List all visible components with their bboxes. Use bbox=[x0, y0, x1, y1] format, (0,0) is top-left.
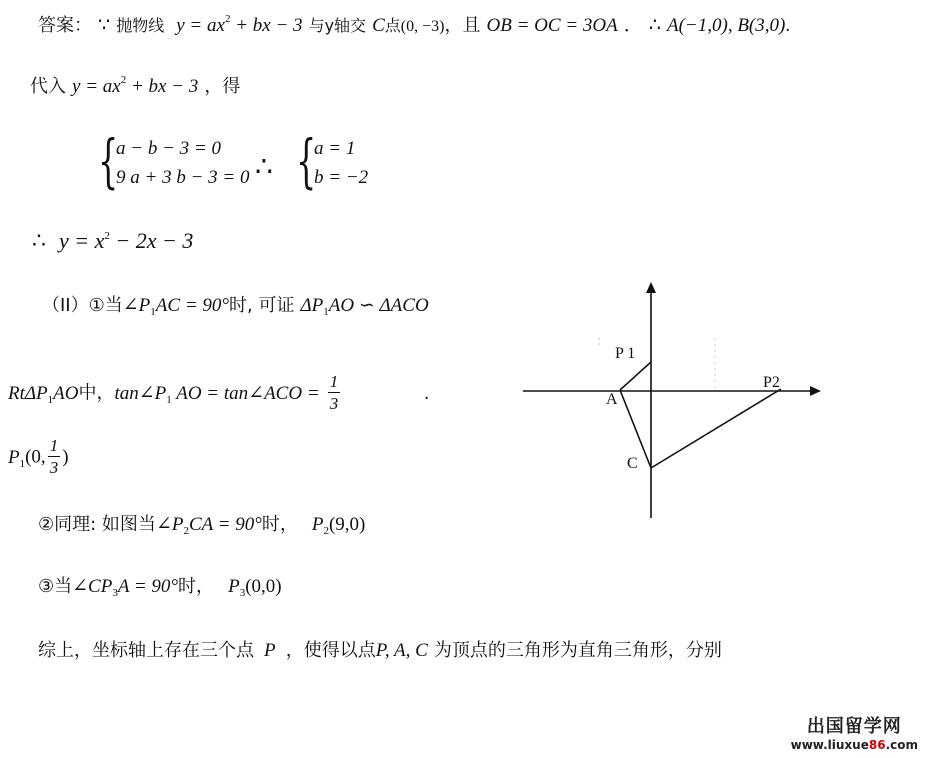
rt-triangle: RtΔP$_1$AO bbox=[8, 382, 79, 406]
case3-label: ③当 bbox=[38, 576, 73, 597]
label-c: C bbox=[627, 455, 638, 472]
result-therefore: ∴ bbox=[32, 228, 46, 253]
tan-expression: $\tan\angle P_1$ AO = tan∠ACO = bbox=[114, 382, 320, 406]
case3-coords: (0,0) bbox=[245, 576, 282, 597]
conclusion-line bbox=[38, 636, 722, 662]
case2-label: ②同理: 如图当 bbox=[38, 514, 156, 535]
label-a: A bbox=[606, 391, 618, 408]
result-equation: $y = x^2 - 2x - 3$ bbox=[59, 228, 194, 253]
therefore-symbol: ∴ bbox=[648, 15, 661, 36]
system-therefore: ∴ bbox=[255, 152, 273, 183]
p1-fraction: $\frac{1}{3}$ bbox=[49, 436, 59, 477]
substitute-prefix: 代入 bbox=[30, 76, 66, 97]
substitute-equation: $y = ax^2$ + bx − 3 bbox=[72, 74, 199, 97]
parabola-equation: $y = ax^2$ + bx − 3 bbox=[176, 13, 303, 36]
system-row-1: a − b − 3 = 0 bbox=[116, 138, 221, 159]
sep-dot: ． bbox=[623, 15, 643, 36]
segment-a-p1 bbox=[620, 362, 651, 390]
rt-mid: 中， bbox=[78, 382, 115, 404]
watermark-name: 出国留学网 bbox=[806, 716, 902, 737]
similar-triangles: $\Delta P_1AO$ ∽ ΔACO bbox=[300, 295, 429, 318]
coordinate-figure bbox=[505, 278, 835, 528]
point-c-label: C bbox=[372, 15, 385, 36]
label-p1: P 1 bbox=[615, 345, 636, 362]
c-coordinates: (0, −3) bbox=[400, 18, 445, 35]
system-row-2: 9 a + 3 b − 3 = 0 bbox=[116, 167, 250, 188]
conclusion-pac: P, A, C bbox=[375, 640, 428, 661]
case2-point: $P_2$ bbox=[311, 514, 329, 537]
point-word: 点 bbox=[384, 16, 401, 35]
answer-label: 答案： bbox=[38, 15, 92, 36]
case3-point: $P_3$ bbox=[228, 576, 246, 599]
site-watermark bbox=[791, 712, 918, 752]
case2-angle: $\angle P_2CA = 90^\circ$ bbox=[155, 514, 262, 537]
end-dot: . bbox=[785, 15, 791, 36]
figure-svg bbox=[505, 278, 835, 528]
answer-line bbox=[38, 10, 790, 37]
part2-line bbox=[42, 291, 429, 318]
case2-line bbox=[38, 510, 365, 537]
left-brace: { bbox=[98, 127, 119, 195]
case2-time: 时， bbox=[261, 514, 298, 535]
case3-angle: $\angle CP_3A = 90^\circ$ bbox=[72, 576, 179, 599]
p1-point: $P_1$ bbox=[8, 446, 26, 470]
part2-proof: , 可证 bbox=[247, 295, 295, 316]
solution-b: b = −2 bbox=[314, 167, 369, 188]
conclusion-p: P bbox=[264, 640, 276, 661]
parabola-text: 抛物线 bbox=[116, 16, 165, 35]
result-line bbox=[32, 228, 193, 254]
conclusion-text-3: 为顶点的三角形为直角三角形，分别 bbox=[433, 640, 722, 661]
watermark-url: www.liuxue86.com bbox=[790, 738, 918, 752]
conclusion-text-1: 综上，坐标轴上存在三个点 bbox=[38, 640, 254, 661]
tan-fraction: $\frac{1}{3}$ bbox=[329, 372, 339, 413]
right-brace: { bbox=[296, 127, 317, 195]
y-axis-arrow bbox=[646, 282, 656, 293]
solution-a: a = 1 bbox=[314, 138, 356, 159]
because-symbol: ∵ bbox=[98, 15, 111, 36]
segment-c-p2 bbox=[651, 389, 781, 468]
case2-coords: (9,0) bbox=[328, 514, 366, 535]
rt-line bbox=[8, 372, 429, 415]
x-axis-arrow bbox=[810, 386, 821, 396]
part2-time: 时 bbox=[229, 295, 247, 316]
and-text: ，且 bbox=[444, 15, 481, 36]
part2-label: （II）①当 bbox=[42, 295, 123, 316]
points-ab: A(−1,0), B(3,0) bbox=[666, 15, 786, 36]
p1-close: ) bbox=[62, 446, 69, 468]
label-p2: P2 bbox=[763, 374, 780, 391]
case3-line bbox=[38, 572, 282, 599]
case3-time: 时， bbox=[178, 576, 215, 597]
rt-trail-dot: . bbox=[424, 382, 429, 404]
conclusion-text-2: ，使得以点 bbox=[285, 640, 376, 661]
part2-angle: $\angle P_1AC = 90^\circ$ bbox=[122, 295, 229, 318]
ob-relation: OB = OC = 3OA bbox=[486, 15, 618, 36]
y-axis-intersect-text: 与y轴交 bbox=[308, 16, 367, 35]
substitute-line bbox=[30, 72, 240, 98]
substitute-suffix: ，得 bbox=[204, 76, 241, 97]
p1-open: (0, bbox=[25, 446, 46, 468]
p1-line bbox=[8, 436, 69, 479]
